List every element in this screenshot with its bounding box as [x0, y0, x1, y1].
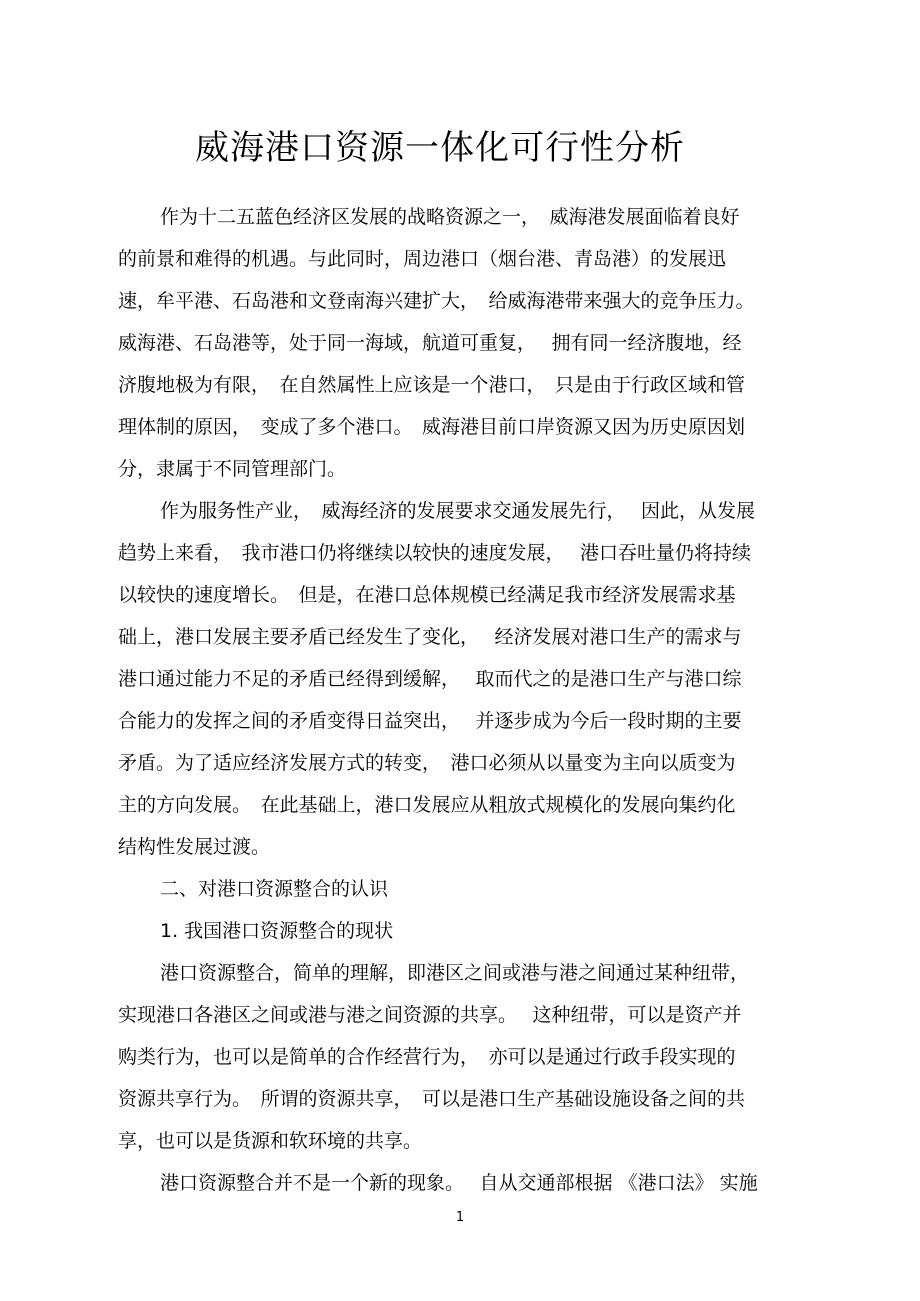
document-body	[118, 196, 808, 1204]
text-line: 港口资源整合并不是一个新的现象。 自从交通部根据 《港口法》 实施	[160, 1172, 758, 1194]
text-line: 作为十二五蓝色经济区发展的战略资源之一， 威海港发展面临着良好	[160, 206, 740, 228]
text-line: 结构性发展过渡。	[118, 836, 271, 858]
text-line: 购类行为，也可以是简单的合作经营行为， 亦可以是通过行政手段实现的	[118, 1046, 736, 1068]
document-title: 威海港口资源一体化可行性分析	[195, 128, 685, 168]
text-line: 实现港口各港区之间或港与港之间资源的共享。 这种纽带，可以是资产并	[118, 1004, 742, 1026]
text-line: 威海港、石岛港等，处于同一海域，航道可重复， 拥有同一经济腹地，经	[118, 332, 742, 354]
text-line: 趋势上来看， 我市港口仍将继续以较快的速度发展， 港口吞吐量仍将持续	[118, 542, 752, 564]
text-line: 港口通过能力不足的矛盾已经得到缓解， 取而代之的是港口生产与港口综	[118, 668, 742, 690]
text-line: 合能力的发挥之间的矛盾变得日益突出， 并逐步成为今后一段时期的主要	[118, 710, 742, 732]
page-number: 1	[455, 1210, 465, 1225]
subsection-heading: 1. 我国港口资源整合的现状	[160, 920, 394, 942]
text-line: 享，也可以是货源和软环境的共享。	[118, 1130, 423, 1152]
text-line: 矛盾。为了适应经济发展方式的转变， 港口必须从以量变为主向以质变为	[118, 752, 736, 774]
text-line: 的前景和难得的机遇。与此同时，周边港口（烟台港、青岛港）的发展迅	[118, 248, 727, 270]
text-line: 作为服务性产业， 威海经济的发展要求交通发展先行， 因此，从发展	[160, 500, 756, 522]
text-line: 理体制的原因， 变成了多个港口。 威海港目前口岸资源又因为历史原因划	[118, 416, 746, 438]
text-line: 港口资源整合，简单的理解，即港区之间或港与港之间通过某种纽带，	[160, 962, 750, 984]
text-line: 主的方向发展。 在此基础上，港口发展应从粗放式规模化的发展向集约化	[118, 794, 736, 816]
text-line: 础上，港口发展主要矛盾已经发生了变化， 经济发展对港口生产的需求与	[118, 626, 742, 648]
text-line: 济腹地极为有限， 在自然属性上应该是一个港口， 只是由于行政区域和管	[118, 374, 746, 396]
text-line: 速，牟平港、石岛港和文登南海兴建扩大， 给威海港带来强大的竞争压力。	[118, 290, 755, 312]
text-line: 以较快的速度增长。 但是，在港口总体规模已经满足我市经济发展需求基	[118, 584, 736, 606]
text-line: 分，隶属于不同管理部门。	[118, 458, 347, 480]
section-heading: 二、对港口资源整合的认识	[160, 878, 389, 900]
text-line: 资源共享行为。 所谓的资源共享， 可以是港口生产基础设施设备之间的共	[118, 1088, 746, 1110]
